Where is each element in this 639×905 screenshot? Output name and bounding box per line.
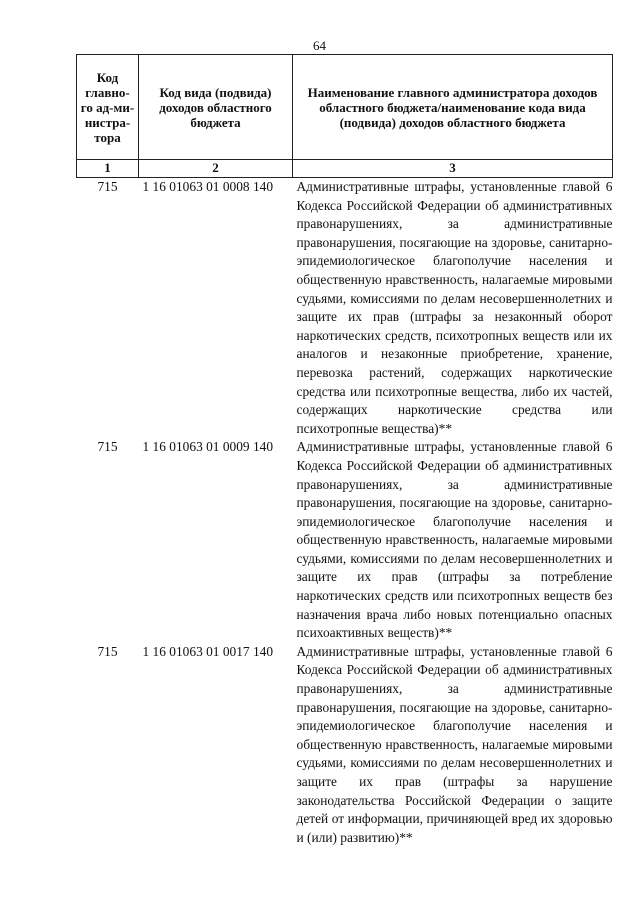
column-number-row xyxy=(77,160,613,178)
table-row xyxy=(77,643,613,848)
revenue-code-cell: 1 16 01063 01 0008 140 xyxy=(142,179,274,194)
description-cell: Административные штрафы, установленные главой 6 Кодекса Российской Федерации об административных правонарушениях, за административные правонарушения, посягающие на здоровье, санитарно-эпидемиологическое благополучие населения и общественную нравственность, налагаемые мировыми судьями, комиссиями по делам несовершеннолетних и защите их прав (штрафы за незаконный оборот наркотических средств, психотропных веществ или их аналогов и незаконные приобретение, хранение, перевозка растений, содержащих наркотические средства или психотропные вещества, либо их частей, содержащих наркотические средства или психотропные вещества)** xyxy=(296,179,613,436)
revenue-code-cell: 1 16 01063 01 0017 140 xyxy=(142,643,274,659)
admin-code-cell: 715 xyxy=(97,643,118,659)
header-revenue-code: Код вида (подвида) доходов областного бюджета xyxy=(139,55,293,160)
header-admin-code: Код главно-го ад-ми-нистра-тора xyxy=(77,55,139,160)
admin-code-cell: 715 xyxy=(97,179,118,194)
column-number: 2 xyxy=(139,160,293,178)
column-number: 1 xyxy=(77,160,139,178)
admin-code-cell: 715 xyxy=(97,439,118,455)
table-row xyxy=(77,178,613,439)
header-name: Наименование главного администратора доходов областного бюджета/наименование кода вида (подвида) доходов областного бюджета xyxy=(293,55,613,160)
table-row xyxy=(77,438,613,643)
table-header-row xyxy=(77,55,613,160)
description-cell: Административные штрафы, установленные главой 6 Кодекса Российской Федерации об административных правонарушениях, за административные правонарушения, посягающие на здоровье, санитарно-эпидемиологическое благополучие населения и общественную нравственность, налагаемые мировыми судьями, комиссиями по делам несовершеннолетних и защите их прав (штрафы за нарушение законодательства Российской Федерации о защите детей от информации, причиняющей вред их здоровью и (или) развитию)** xyxy=(296,643,613,845)
revenue-codes-table xyxy=(76,54,613,847)
description-cell: Административные штрафы, установленные главой 6 Кодекса Российской Федерации об административных правонарушениях, за административные правонарушения, посягающие на здоровье, санитарно-эпидемиологическое благополучие населения и общественную нравственность, налагаемые мировыми судьями, комиссиями по делам несовершеннолетних и защите их прав (штрафы за потребление наркотических средств или психотропных веществ без назначения врача либо новых потенциально опасных психоактивных веществ)** xyxy=(296,439,613,641)
column-number: 3 xyxy=(293,160,613,178)
revenue-code-cell: 1 16 01063 01 0009 140 xyxy=(142,439,274,455)
page-number: 64 xyxy=(313,38,326,53)
